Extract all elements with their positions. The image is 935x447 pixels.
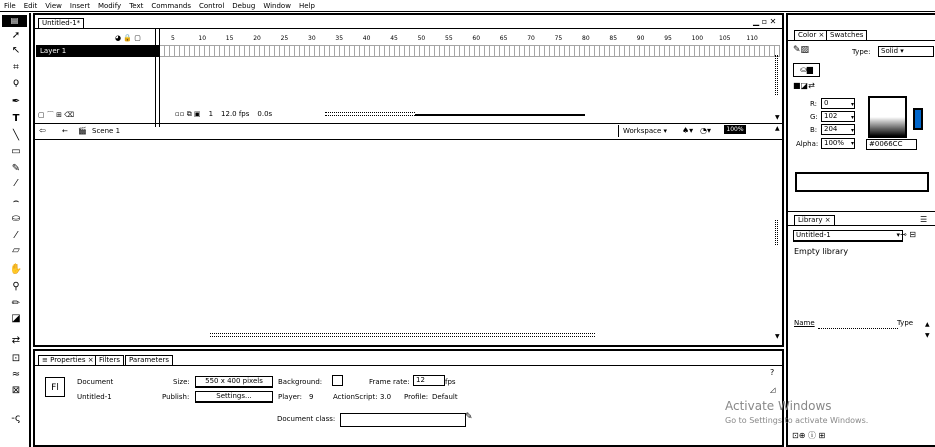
tools-header: ▤ bbox=[2, 15, 27, 27]
color-tab-divider bbox=[788, 40, 935, 41]
ruler-tick: 5 bbox=[171, 35, 175, 42]
player-value: 9 bbox=[309, 393, 314, 401]
ruler-tick: 35 bbox=[335, 35, 344, 42]
layer-row[interactable] bbox=[36, 45, 156, 57]
ruler-tick: 90 bbox=[636, 35, 645, 42]
player-label: Player: bbox=[278, 393, 303, 401]
size-label: Size: bbox=[173, 378, 190, 386]
hex-input[interactable]: #0066CC bbox=[866, 139, 917, 150]
free-transform-tool-icon[interactable]: ⌗ bbox=[13, 62, 19, 73]
layer-buttons[interactable]: ▢ ⌒ ⊞ ⌫ bbox=[38, 111, 75, 119]
eyedropper-tool-icon[interactable]: ⁄ bbox=[15, 230, 17, 241]
profile-value: Default bbox=[432, 393, 458, 401]
ruler-tick: 85 bbox=[609, 35, 618, 42]
library-header-line bbox=[818, 328, 898, 329]
stroke-color-icon[interactable]: ✏ bbox=[11, 298, 21, 309]
actionscript-value: 3.0 bbox=[380, 393, 392, 401]
playhead[interactable] bbox=[159, 29, 160, 127]
frame-rate-label: Frame rate: bbox=[369, 378, 410, 386]
ruler-tick: 70 bbox=[527, 35, 535, 42]
library-bottom-icons[interactable]: ⊡⊕ ⓘ ⊞ bbox=[792, 431, 826, 440]
parameters-tab[interactable]: Parameters bbox=[125, 355, 173, 365]
ruler-tick: 40 bbox=[362, 35, 371, 42]
profile-label: Profile: bbox=[404, 393, 429, 401]
library-empty-text: Empty library bbox=[794, 247, 849, 256]
ruler-tick: 15 bbox=[225, 35, 234, 42]
frame-rate-readout: 12.0 fps bbox=[221, 110, 250, 118]
document-tab[interactable]: Untitled-1* bbox=[38, 18, 84, 28]
zoom-select[interactable]: 100% bbox=[724, 125, 746, 134]
menu-item-modify[interactable]: Modify bbox=[97, 1, 122, 10]
b-input[interactable]: 204 bbox=[821, 124, 855, 135]
library-col-type[interactable]: Type bbox=[897, 319, 914, 327]
library-document-name: Untitled-1 bbox=[796, 231, 831, 239]
menu-bar bbox=[0, 0, 935, 12]
ruler-tick: 50 bbox=[417, 35, 426, 42]
rectangle-tool-icon[interactable]: ▭ bbox=[11, 146, 21, 157]
timeline-vscrollbar[interactable] bbox=[775, 55, 778, 95]
ruler-tick: 55 bbox=[445, 35, 453, 42]
menu-item-insert[interactable]: Insert bbox=[69, 1, 90, 10]
stage-hscrollbar[interactable] bbox=[210, 333, 595, 337]
library-tab-label: Library bbox=[798, 216, 823, 224]
rgb-sliders[interactable]: ▾ ▾ ▾ ▾ bbox=[851, 101, 855, 147]
ruler-tick: 60 bbox=[472, 35, 481, 42]
menu-item-help[interactable]: Help bbox=[298, 1, 315, 10]
fps-unit: fps bbox=[445, 378, 456, 386]
layer-divider bbox=[155, 29, 156, 127]
right-panels bbox=[786, 13, 935, 447]
stage[interactable] bbox=[35, 140, 773, 335]
stroke-color-picker-icon[interactable]: ✎▨ bbox=[793, 45, 810, 55]
timeline-scroll-track[interactable] bbox=[415, 114, 585, 116]
tab-divider bbox=[35, 28, 782, 29]
eraser-tool-icon[interactable]: ▱ bbox=[12, 245, 20, 256]
scene-icon: 🎬 bbox=[78, 127, 87, 135]
option-icon[interactable]: -ς bbox=[11, 413, 21, 424]
properties-tab[interactable]: ≡ Properties × bbox=[38, 355, 98, 365]
r-label: R: bbox=[810, 100, 818, 108]
selection-tool-icon[interactable]: ➚ bbox=[11, 30, 21, 41]
current-frame: 1 bbox=[208, 110, 214, 118]
subselection-tool-icon[interactable]: ↖ bbox=[11, 45, 21, 56]
color-preview-bar bbox=[795, 172, 929, 192]
ruler-tick: 25 bbox=[280, 35, 289, 42]
frame-rate-input[interactable]: 12 bbox=[413, 375, 445, 386]
ruler-tick: 95 bbox=[664, 35, 672, 42]
workspace-dropdown[interactable]: Workspace ▾ bbox=[623, 127, 668, 135]
brush-tool-icon[interactable]: ⁄ bbox=[15, 178, 17, 189]
ruler-tick: 100 bbox=[691, 35, 704, 42]
straighten-icon[interactable]: ⊠ bbox=[11, 385, 21, 396]
document-window bbox=[33, 13, 784, 347]
panel-divider bbox=[788, 211, 935, 212]
smooth-icon[interactable]: ≈ bbox=[11, 369, 21, 380]
library-tab[interactable]: Library × bbox=[794, 215, 835, 225]
zoom-tool-icon[interactable]: ⚲ bbox=[12, 281, 20, 292]
edit-class-pencil-icon[interactable]: ✎ bbox=[465, 412, 473, 422]
library-scroll[interactable]: ▲ ▼ bbox=[925, 321, 930, 339]
library-pin-icons[interactable]: ⊸ ⊟ bbox=[900, 230, 916, 239]
ruler-tick: 110 bbox=[746, 35, 758, 42]
menu-item-window[interactable]: Window bbox=[263, 1, 291, 10]
color-tab[interactable]: Color × bbox=[794, 30, 828, 40]
timeline-ruler bbox=[171, 35, 771, 44]
swatches-tab[interactable]: Swatches bbox=[826, 30, 867, 40]
editbar-separator bbox=[618, 125, 619, 137]
alpha-input[interactable]: 100% bbox=[821, 138, 855, 149]
timeline-divider bbox=[35, 123, 782, 124]
scene-name[interactable]: Scene 1 bbox=[92, 127, 121, 135]
edit-scene-icon[interactable]: ◔▾ bbox=[700, 126, 711, 135]
document-type-icon: Fl bbox=[45, 377, 65, 397]
onion-skin-icons[interactable]: ▫▫ ⧉ ▣ bbox=[175, 110, 201, 118]
help-icon[interactable]: ? bbox=[770, 368, 775, 377]
paint-bucket-tool-icon[interactable]: ⛀ bbox=[11, 213, 21, 224]
publish-label: Publish: bbox=[162, 393, 190, 401]
activate-windows-subtitle: Go to Settings to activate Windows. bbox=[725, 416, 869, 425]
properties-tab-divider bbox=[35, 365, 782, 366]
menu-item-edit[interactable]: Edit bbox=[23, 1, 38, 10]
ruler-tick: 30 bbox=[308, 35, 316, 42]
swap-colors-icon[interactable]: ⇄ bbox=[11, 335, 21, 346]
edit-symbols-icon[interactable]: ♠▾ bbox=[682, 126, 694, 135]
background-color-swatch[interactable] bbox=[332, 375, 343, 386]
ink-bottle-tool-icon[interactable]: ⌢ bbox=[12, 196, 20, 207]
swap-default-icons[interactable]: ■◪⇄ bbox=[793, 81, 815, 90]
layer-name: Layer 1 bbox=[40, 47, 67, 55]
menu-item-view[interactable]: View bbox=[45, 1, 62, 10]
timeline-scroll-arrow-icon[interactable]: ▼ bbox=[775, 114, 780, 121]
snap-icon[interactable]: ⊡ bbox=[11, 353, 21, 364]
current-color-swatch bbox=[913, 108, 923, 130]
arrow-icon: ← bbox=[62, 127, 68, 135]
library-document-select[interactable]: Untitled-1 ▾ bbox=[793, 230, 903, 242]
type-label: Type: bbox=[852, 48, 871, 56]
text-tool-icon[interactable]: T bbox=[12, 113, 20, 124]
fill-color-picker-icon[interactable]: ⛀▆ bbox=[793, 63, 820, 77]
document-class-input[interactable] bbox=[340, 413, 466, 427]
activate-windows-title: Activate Windows bbox=[725, 399, 832, 413]
library-options-icon[interactable]: ☰ bbox=[920, 215, 928, 224]
color-tab-label: Color bbox=[798, 31, 817, 39]
ruler-tick: 10 bbox=[198, 35, 207, 42]
properties-panel bbox=[33, 349, 869, 447]
line-tool-icon[interactable]: ╲ bbox=[12, 130, 20, 141]
stage-vscrollbar[interactable] bbox=[775, 220, 778, 245]
menu-item-debug[interactable]: Debug bbox=[232, 1, 256, 10]
fill-color-icon[interactable]: ◪ bbox=[11, 313, 21, 324]
elapsed-time: 0.0s bbox=[257, 110, 273, 118]
hand-tool-icon[interactable]: ✋ bbox=[9, 264, 23, 275]
stage-scroll-down-icon[interactable]: ▼ bbox=[775, 333, 780, 340]
document-label: Document bbox=[77, 378, 114, 386]
lasso-tool-icon[interactable]: ϙ bbox=[12, 77, 20, 88]
stage-scroll-up-icon[interactable]: ▲ bbox=[775, 125, 780, 132]
actionscript-label: ActionScript: bbox=[333, 393, 378, 401]
alpha-label: Alpha: bbox=[796, 140, 819, 148]
timeline-layer-controls[interactable]: ◕ 🔒 ▢ bbox=[115, 34, 141, 42]
size-button[interactable]: 550 x 400 pixels bbox=[195, 376, 273, 388]
document-name: Untitled-1 bbox=[77, 393, 112, 401]
color-spectrum[interactable] bbox=[868, 96, 907, 138]
timeline-status bbox=[175, 110, 272, 119]
ruler-tick: 75 bbox=[554, 35, 563, 42]
properties-tab-label: Properties bbox=[50, 356, 86, 364]
ruler-tick: 65 bbox=[499, 35, 508, 42]
menu-item-text[interactable]: Text bbox=[129, 1, 144, 10]
pencil-tool-icon[interactable]: ✎ bbox=[11, 163, 21, 174]
back-icon[interactable]: ⇦ bbox=[39, 126, 46, 135]
workspace-label: Workspace bbox=[623, 127, 662, 135]
menu-item-control[interactable]: Control bbox=[198, 1, 225, 10]
pen-tool-icon[interactable]: ✒ bbox=[11, 96, 21, 107]
r-input[interactable]: 0 bbox=[821, 98, 855, 109]
menu-item-commands[interactable]: Commands bbox=[151, 1, 191, 10]
ruler-tick: 20 bbox=[253, 35, 261, 42]
ruler-tick: 80 bbox=[582, 35, 590, 42]
library-col-name[interactable]: Name bbox=[794, 319, 815, 327]
document-class-label: Document class: bbox=[277, 415, 336, 423]
b-label: B: bbox=[810, 126, 818, 134]
g-label: G: bbox=[810, 113, 818, 121]
background-label: Background: bbox=[278, 378, 323, 386]
library-tab-divider bbox=[788, 225, 935, 226]
frame-row[interactable] bbox=[160, 45, 780, 57]
type-value: Solid bbox=[881, 47, 899, 55]
type-select[interactable]: Solid ▾ bbox=[878, 46, 934, 57]
g-input[interactable]: 102 bbox=[821, 111, 855, 122]
tools-panel bbox=[0, 13, 31, 447]
settings-button[interactable]: Settings... bbox=[195, 391, 273, 403]
timeline-hscrollbar[interactable] bbox=[325, 112, 415, 116]
ruler-tick: 45 bbox=[390, 35, 398, 42]
ruler-tick: 105 bbox=[719, 35, 731, 42]
window-controls[interactable]: ▁ ▫ ✕ bbox=[753, 17, 777, 26]
menu-item-file[interactable]: File bbox=[4, 1, 16, 10]
filters-tab[interactable]: Filters bbox=[95, 355, 124, 365]
collapse-icon[interactable]: ◿ bbox=[770, 386, 776, 394]
